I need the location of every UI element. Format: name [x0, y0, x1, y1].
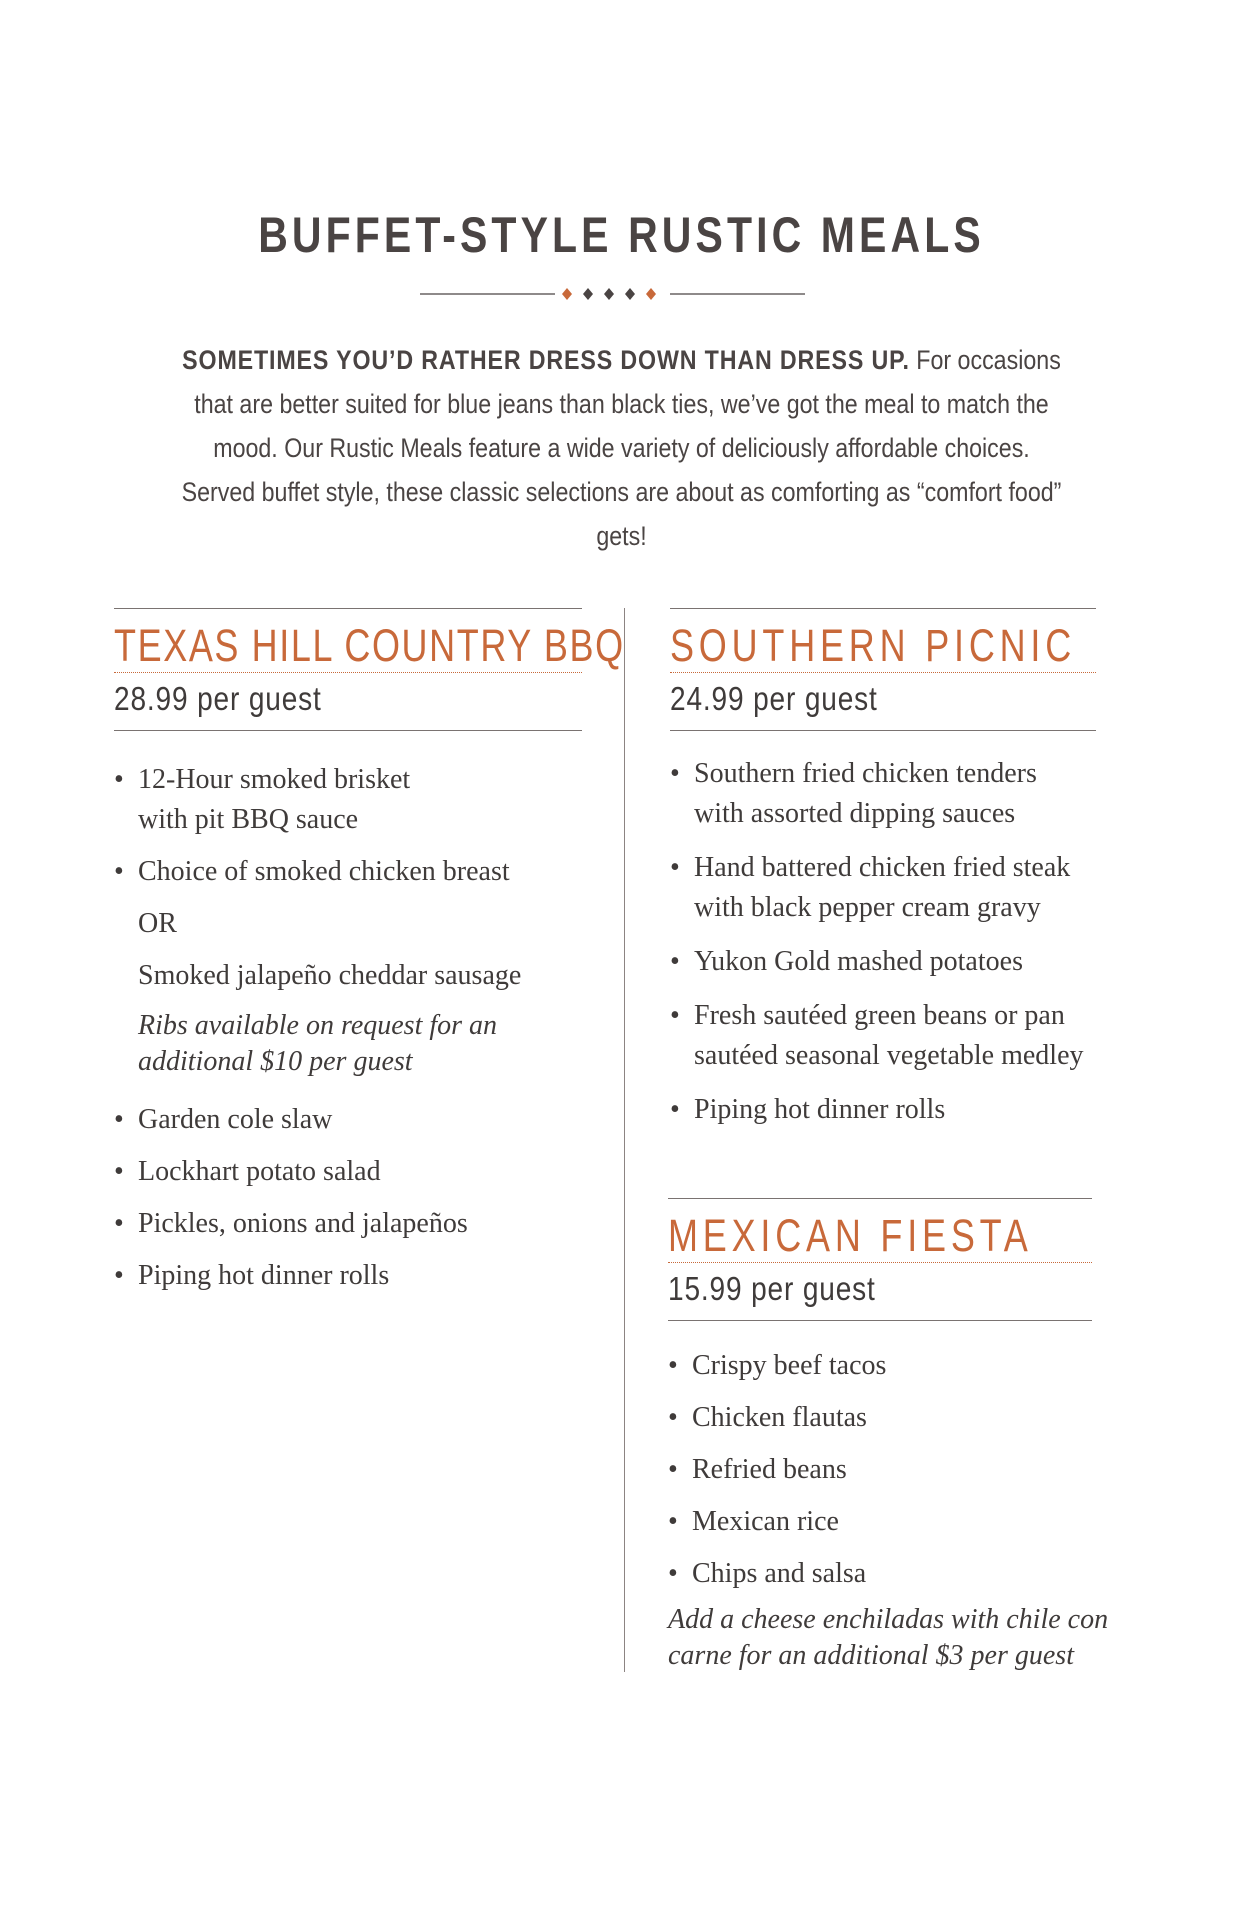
list-item: • Southern fried chicken tenders — [670, 754, 1140, 794]
menu-item-list — [670, 754, 1140, 1130]
list-item-continued: with black pepper cream gravy — [694, 892, 1041, 923]
enchilada-note: carne for an additional $3 per guest — [668, 1640, 1074, 1671]
section-top-rule — [670, 608, 1096, 609]
section-price: 28.99 per guest — [114, 680, 322, 717]
section-title: TEXAS HILL COUNTRY BBQ — [114, 620, 625, 671]
list-item-continued: sautéed seasonal vegetable medley — [694, 1040, 1084, 1071]
list-item: • Piping hot dinner rolls — [114, 1256, 584, 1296]
list-item: • Yukon Gold mashed potatoes — [670, 942, 1140, 982]
list-item-continued: with assorted dipping sauces — [694, 798, 1016, 829]
intro-lead: SOMETIMES YOU’D RATHER DRESS DOWN THAN DRESS UP. — [182, 345, 910, 375]
list-item: • Choice of smoked chicken breast — [114, 852, 584, 892]
section-texas-bbq — [114, 608, 625, 1328]
list-item: • Hand battered chicken fried steak — [670, 848, 1140, 888]
section-price-rule — [114, 730, 582, 731]
list-item: • Chips and salsa — [668, 1554, 1138, 1594]
list-item: • Piping hot dinner rolls — [670, 1090, 1140, 1130]
section-price: 15.99 per guest — [668, 1270, 876, 1307]
list-item-continued: with pit BBQ sauce — [138, 804, 359, 835]
section-mexican-fiesta — [668, 1198, 1138, 1678]
section-top-rule — [114, 608, 582, 609]
column-divider — [624, 608, 625, 1672]
intro-body: For occasions that are better suited for blue jeans than black ties, we’ve got the meal to match the mood. Our Rustic Meals feature a wide variety of deliciously affordable choices. Served buffet style, these classic selections are about as comforting as “comfort food” gets! — [181, 345, 1062, 551]
list-item: • Mexican rice — [668, 1502, 1138, 1542]
list-item: • Fresh sautéed green beans or pan — [670, 996, 1140, 1036]
menu-item-list — [668, 1346, 1138, 1674]
section-price-rule — [668, 1320, 1092, 1321]
section-title: MEXICAN FIESTA — [668, 1210, 1033, 1261]
list-item: Smoked jalapeño cheddar sausage — [138, 960, 522, 991]
section-price-rule — [670, 730, 1096, 731]
section-top-rule — [668, 1198, 1092, 1199]
ornament-divider — [420, 282, 805, 306]
list-item: • Crispy beef tacos — [668, 1346, 1138, 1386]
dotted-rule — [670, 672, 1096, 673]
section-price: 24.99 per guest — [670, 680, 878, 717]
list-item: • Pickles, onions and jalapeños — [114, 1204, 584, 1244]
list-item: • 12-Hour smoked brisket — [114, 760, 584, 800]
dotted-rule — [114, 672, 582, 673]
dotted-rule — [668, 1262, 1092, 1263]
menu-item-list — [114, 760, 584, 1296]
list-item-or: OR — [138, 908, 177, 939]
ribs-note: Ribs available on request for an — [138, 1010, 498, 1041]
list-item: • Garden cole slaw — [114, 1100, 584, 1140]
list-item: • Refried beans — [668, 1450, 1138, 1490]
page-title: BUFFET-STYLE RUSTIC MEALS — [258, 207, 985, 263]
list-item: • Lockhart potato salad — [114, 1152, 584, 1192]
intro-paragraph — [182, 338, 1062, 558]
list-item: • Chicken flautas — [668, 1398, 1138, 1438]
ribs-note: additional $10 per guest — [138, 1046, 413, 1077]
enchilada-note: Add a cheese enchiladas with chile con — [668, 1604, 1109, 1635]
section-southern-picnic — [670, 608, 1140, 1148]
section-title: SOUTHERN PICNIC — [670, 620, 1077, 671]
